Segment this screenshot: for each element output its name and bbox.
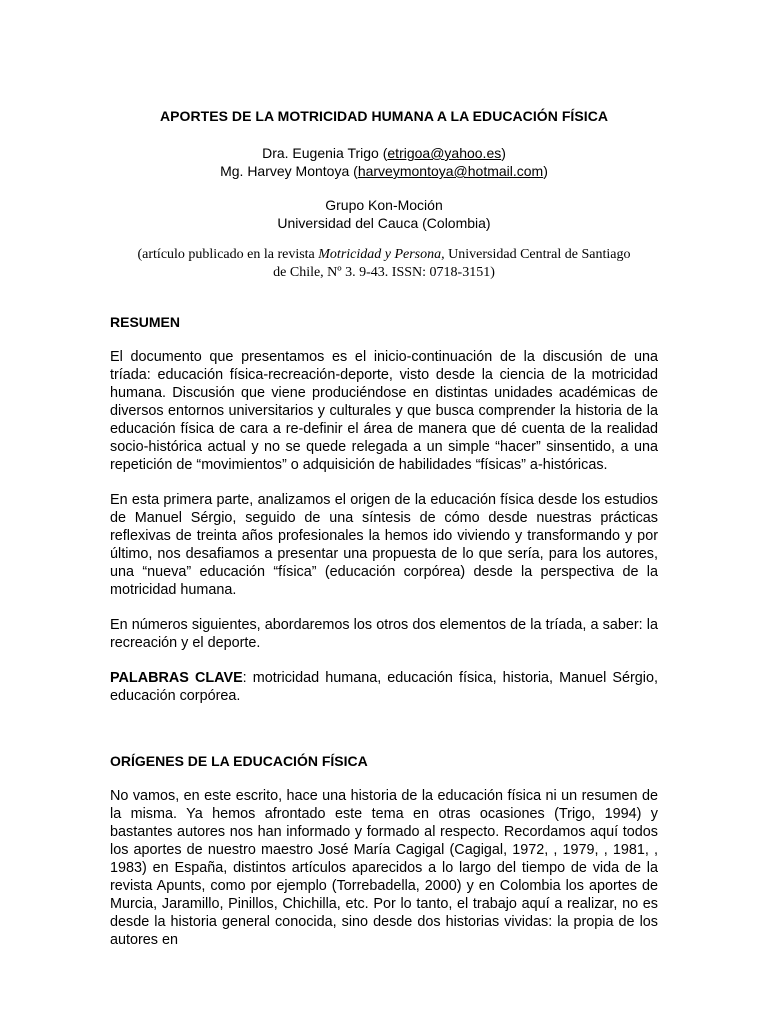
section-spacer: [110, 722, 658, 753]
resumen-paragraph-2: En esta primera parte, analizamos el origen de la educación física desde los estudios de Manuel Sérgio, seguido de una síntesis de cómo desde nuestras prácticas reflexivas de treinta años profesionales la hemos ido viviendo y transformando y por último, nos desafiamos a presentar una propuesta de lo que sería, para los autores, una “nueva” educación “física” (educación corpórea) desde la perspectiva de la motricidad humana.: [110, 492, 658, 598]
author-line: [110, 162, 658, 180]
document-title: APORTES DE LA MOTRICIDAD HUMANA A LA EDUCACIÓN FÍSICA: [159, 108, 609, 124]
origenes-heading: ORÍGENES DE LA EDUCACIÓN FÍSICA: [110, 753, 368, 769]
author-line: [110, 144, 658, 162]
resumen-heading: RESUMEN: [110, 314, 181, 330]
keywords-text: : motricidad humana, educación física, historia, Manuel Sérgio, educación corpórea.: [110, 670, 658, 704]
keywords-paragraph: [110, 669, 658, 705]
resumen-paragraph-3: En números siguientes, abordaremos los otros dos elementos de la tríada, a saber: la recreación y el deporte.: [110, 617, 658, 651]
journal-name: Motricidad y Persona: [318, 247, 442, 262]
resumen-paragraph-1: El documento que presentamos es el inicio-continuación de la discusión de una tríada: educación física-recreación-deporte, visto desde la ciencia de la motricidad humana. Discusión que viene produciéndose en distintas unidades académicas de diversos entornos universitarios y culturales y que busca comprender la historia de la educación física de cara a re-definir el área de manera que dé cuenta de la realidad socio-histórica actual y no se quede relegada a un simple “hacer” sinsentido, a una repetición de “movimientos” o adquisición de habilidades “físicas” a-históricas.: [110, 349, 658, 473]
origenes-paragraph-1: No vamos, en este escrito, hace una historia de la educación física ni un resumen de la misma. Ya hemos afrontado este tema en otras ocasiones (Trigo, 1994) y bastantes autores nos han informado y formado al respecto. Recordamos aquí todos los aportes de nuestro maestro José María Cagigal (Cagigal, 1972, , 1979, , 1981, , 1983) en España, distintos artículos aparecidos a lo largo del tiempo de vida de la revista Apunts, como por ejemplo (Torrebadella, 2000) y en Colombia los aportes de Murcia, Jaramillo, Pinillos, Chichilla, etc. Por lo tanto, el trabajo aquí a realizar, no es desde la historia general conocida, sino desde dos historias vividas: la propia de los autores en: [110, 788, 658, 948]
keywords-label: PALABRAS CLAVE: [110, 670, 243, 686]
university-name: Universidad del Cauca (Colombia): [277, 215, 491, 231]
publication-prefix: (artículo publicado en la revista: [137, 247, 319, 262]
author-email-link[interactable]: etrigoa@yahoo.es: [387, 145, 502, 161]
author-suffix: ): [543, 163, 548, 179]
authors-block: [110, 144, 658, 180]
document-body: [110, 108, 658, 966]
publication-line-1: [110, 246, 658, 264]
publication-suffix: , Universidad Central de Santiago: [441, 247, 631, 262]
publication-line-2: de Chile, Nº 3. 9-43. ISSN: 0718-3151): [273, 265, 495, 280]
author-name: Dra. Eugenia Trigo (: [262, 145, 388, 161]
affiliation-block: [110, 196, 658, 232]
author-email-link[interactable]: harveymontoya@hotmail.com: [357, 163, 544, 179]
author-suffix: ): [501, 145, 506, 161]
group-name: Grupo Kon-Moción: [325, 197, 443, 213]
publication-note: [110, 246, 658, 282]
author-name: Mg. Harvey Montoya (: [220, 163, 358, 179]
